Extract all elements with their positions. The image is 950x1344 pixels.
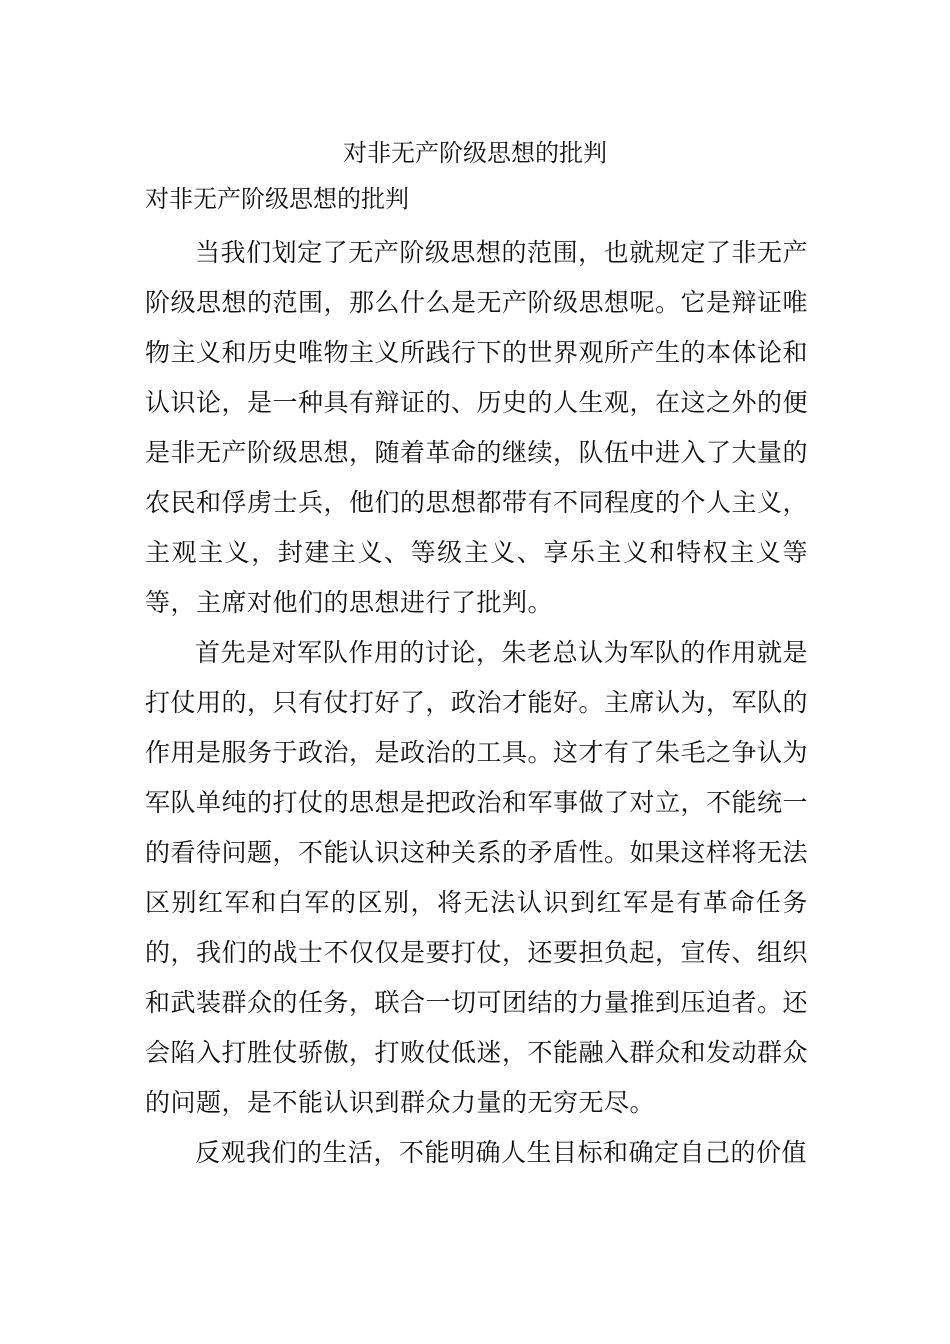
document-body bbox=[145, 228, 808, 1178]
paragraph-1: 当我们划定了无产阶级思想的范围，也就规定了非无产阶级思想的范围，那么什么是无产阶级思想呢。它是辩证唯物主义和历史唯物主义所践行下的世界观所产生的本体论和认识论，是一种具有辩证的、历史的人生观，在这之外的便是非无产阶级思想，随着革命的继续，队伍中进入了大量的农民和俘虏士兵，他们的思想都带有不同程度的个人主义，主观主义，封建主义、等级主义、享乐主义和特权主义等等，主席对他们的思想进行了批判。 bbox=[145, 238, 809, 617]
document-subtitle: 对非无产阶级思想的批判 bbox=[145, 185, 409, 213]
document-title: 对非无产阶级思想的批判 bbox=[343, 139, 607, 167]
paragraph-2: 首先是对军队作用的讨论，朱老总认为军队的作用就是打仗用的，只有仗打好了，政治才能好。主席认为，军队的作用是服务于政治，是政治的工具。这才有了朱毛之争认为军队单纯的打仗的思想是把政治和军事做了对立，不能统一的看待问题，不能认识这种关系的矛盾性。如果这样将无法区别红军和白军的区别，将无法认识到红军是有革命任务的，我们的战士不仅仅是要打仗，还要担负起，宣传、组织和武装群众的任务，联合一切可团结的力量推到压迫者。还会陷入打胜仗骄傲，打败仗低迷，不能融入群众和发动群众的问题，是不能认识到群众力量的无穷无尽。 bbox=[145, 638, 809, 1117]
paragraph-3: 反观我们的生活，不能明确人生目标和确定自己的价值 bbox=[195, 1138, 808, 1167]
